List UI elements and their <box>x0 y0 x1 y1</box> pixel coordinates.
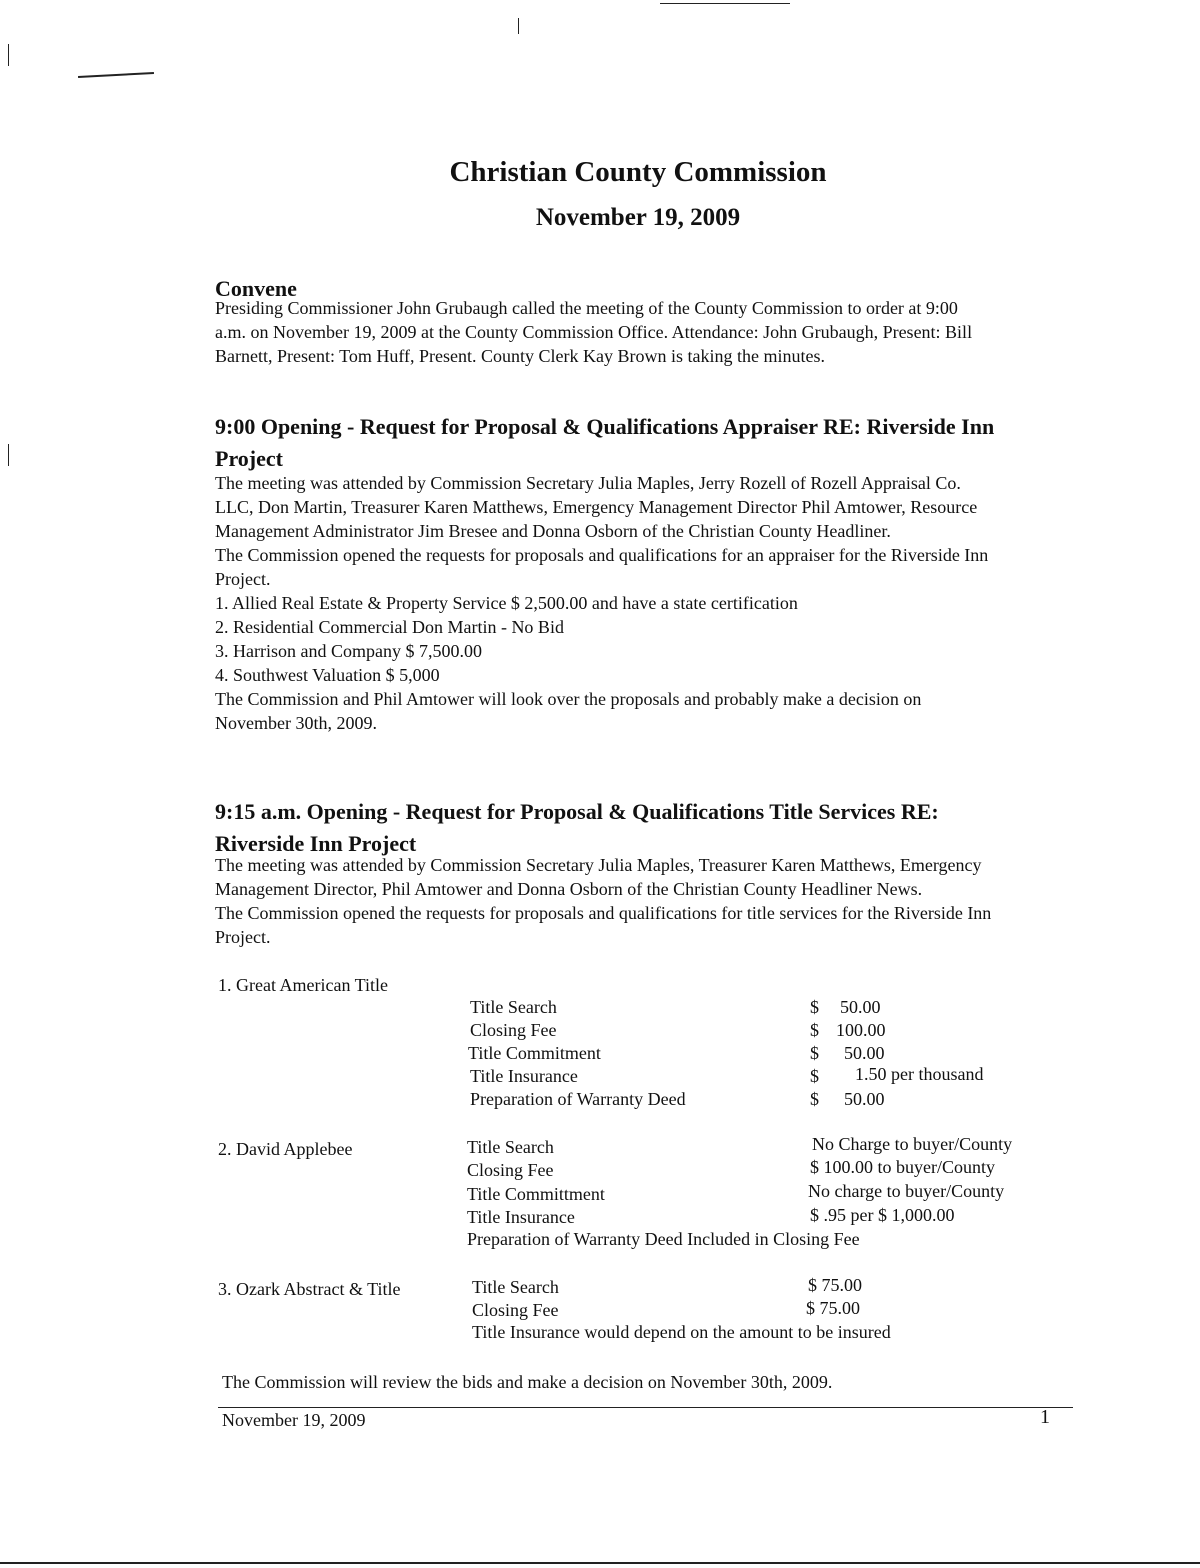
page-number: 1 <box>1040 1406 1050 1428</box>
scan-mark-top-tick <box>518 18 519 34</box>
fee-label: Title Committment <box>467 1184 605 1204</box>
heading-line: 9:00 Opening - Request for Proposal & Qualifications Appraiser RE: Riverside Inn <box>215 414 995 439</box>
convene-heading: Convene <box>215 276 297 301</box>
fee-value: $ 100.00 to buyer/County <box>810 1157 995 1177</box>
text-line: The meeting was attended by Commission Secretary Julia Maples, Treasurer Karen Matthews, Emergency <box>215 855 982 875</box>
fee-amount: 50.00 <box>840 997 881 1017</box>
fee-amount: 50.00 <box>844 1089 885 1109</box>
closing-statement: The Commission will review the bids and make a decision on November 30th, 2009. <box>222 1372 833 1392</box>
fee-dollar: $ <box>810 1089 819 1109</box>
bidder-name: 3. Ozark Abstract & Title <box>218 1279 401 1299</box>
fee-amount: 1.50 per thousand <box>855 1064 984 1084</box>
bidder-name: 1. Great American Title <box>218 975 388 995</box>
list-item: 3. Harrison and Company $ 7,500.00 <box>215 641 482 661</box>
fee-label: Title Insurance <box>470 1066 578 1086</box>
fee-dollar: $ <box>810 1043 819 1063</box>
bidder-name: 2. David Applebee <box>218 1139 353 1159</box>
text-line: Management Director, Phil Amtower and Donna Osborn of the Christian County Headliner News. <box>215 879 923 899</box>
text-line: Barnett, Present: Tom Huff, Present. County Clerk Kay Brown is taking the minutes. <box>215 346 826 366</box>
fee-label: Closing Fee <box>467 1160 554 1180</box>
list-item: 1. Allied Real Estate & Property Service $ 2,500.00 and have a state certification <box>215 593 798 613</box>
heading-line: Riverside Inn Project <box>215 831 417 856</box>
title-services-body <box>215 853 1115 949</box>
footer-date: November 19, 2009 <box>222 1410 366 1430</box>
fee-dollar: $ <box>810 997 819 1017</box>
convene-paragraph <box>215 296 1115 368</box>
fee-dollar: $ <box>810 1066 819 1086</box>
fee-label: Closing Fee <box>470 1020 557 1040</box>
appraiser-body <box>215 471 1115 735</box>
text-line: Presiding Commissioner John Grubaugh called the meeting of the County Commission to order at 9:00 <box>215 298 958 318</box>
fee-label: Title Search <box>467 1137 554 1157</box>
fee-label: Title Search <box>472 1277 559 1297</box>
text-line: Project. <box>215 569 271 589</box>
fee-dollar: $ <box>810 1020 819 1040</box>
text-line: a.m. on November 19, 2009 at the County Commission Office. Attendance: John Grubaugh, Present: Bill <box>215 322 973 342</box>
scan-mark-top-rule <box>660 3 790 4</box>
document-title: Christian County Commission <box>449 156 827 188</box>
footer-rule <box>218 1407 1073 1408</box>
scan-mark-scribble <box>78 72 154 78</box>
fee-label: Title Insurance <box>467 1207 575 1227</box>
text-line: Management Administrator Jim Bresee and Donna Osborn of the Christian County Headliner. <box>215 521 891 541</box>
fee-label: Closing Fee <box>472 1300 559 1320</box>
scan-mark-left-top <box>8 44 9 66</box>
text-line: The Commission opened the requests for proposals and qualifications for an appraiser for the Riverside Inn <box>215 545 989 565</box>
fee-value: No Charge to buyer/County <box>812 1134 1013 1154</box>
list-item: 4. Southwest Valuation $ 5,000 <box>215 665 440 685</box>
text-line: LLC, Don Martin, Treasurer Karen Matthews, Emergency Management Director Phil Amtower, Resource <box>215 497 978 517</box>
fee-note: Preparation of Warranty Deed Included in Closing Fee <box>467 1229 860 1249</box>
text-line: The meeting was attended by Commission Secretary Julia Maples, Jerry Rozell of Rozell Appraisal Co. <box>215 473 961 493</box>
fee-amount: 50.00 <box>844 1043 885 1063</box>
text-line: The Commission opened the requests for proposals and qualifications for title services for the Riverside Inn <box>215 903 992 923</box>
text-line: Project. <box>215 927 271 947</box>
list-item: 2. Residential Commercial Don Martin - No Bid <box>215 617 564 637</box>
fee-note: Title Insurance would depend on the amount to be insured <box>472 1322 891 1342</box>
fee-label: Preparation of Warranty Deed <box>470 1089 686 1109</box>
appraiser-heading <box>215 411 1115 475</box>
fee-value: $ .95 per $ 1,000.00 <box>810 1205 955 1225</box>
text-line: The Commission and Phil Amtower will look over the proposals and probably make a decision on <box>215 689 922 709</box>
heading-line: Project <box>215 446 283 471</box>
fee-label: Title Search <box>470 997 557 1017</box>
fee-value: $ 75.00 <box>808 1275 862 1295</box>
scan-mark-left-mid <box>8 444 9 466</box>
scan-mark-bottom-rule <box>0 1562 1200 1564</box>
fee-value: $ 75.00 <box>806 1298 860 1318</box>
document-date: November 19, 2009 <box>535 204 741 231</box>
text-line: November 30th, 2009. <box>215 713 377 733</box>
title-services-heading <box>215 796 1115 860</box>
fee-amount: 100.00 <box>836 1020 886 1040</box>
fee-value: No charge to buyer/County <box>808 1181 1005 1201</box>
fee-label: Title Commitment <box>468 1043 601 1063</box>
heading-line: 9:15 a.m. Opening - Request for Proposal & Qualifications Title Services RE: <box>215 799 939 824</box>
